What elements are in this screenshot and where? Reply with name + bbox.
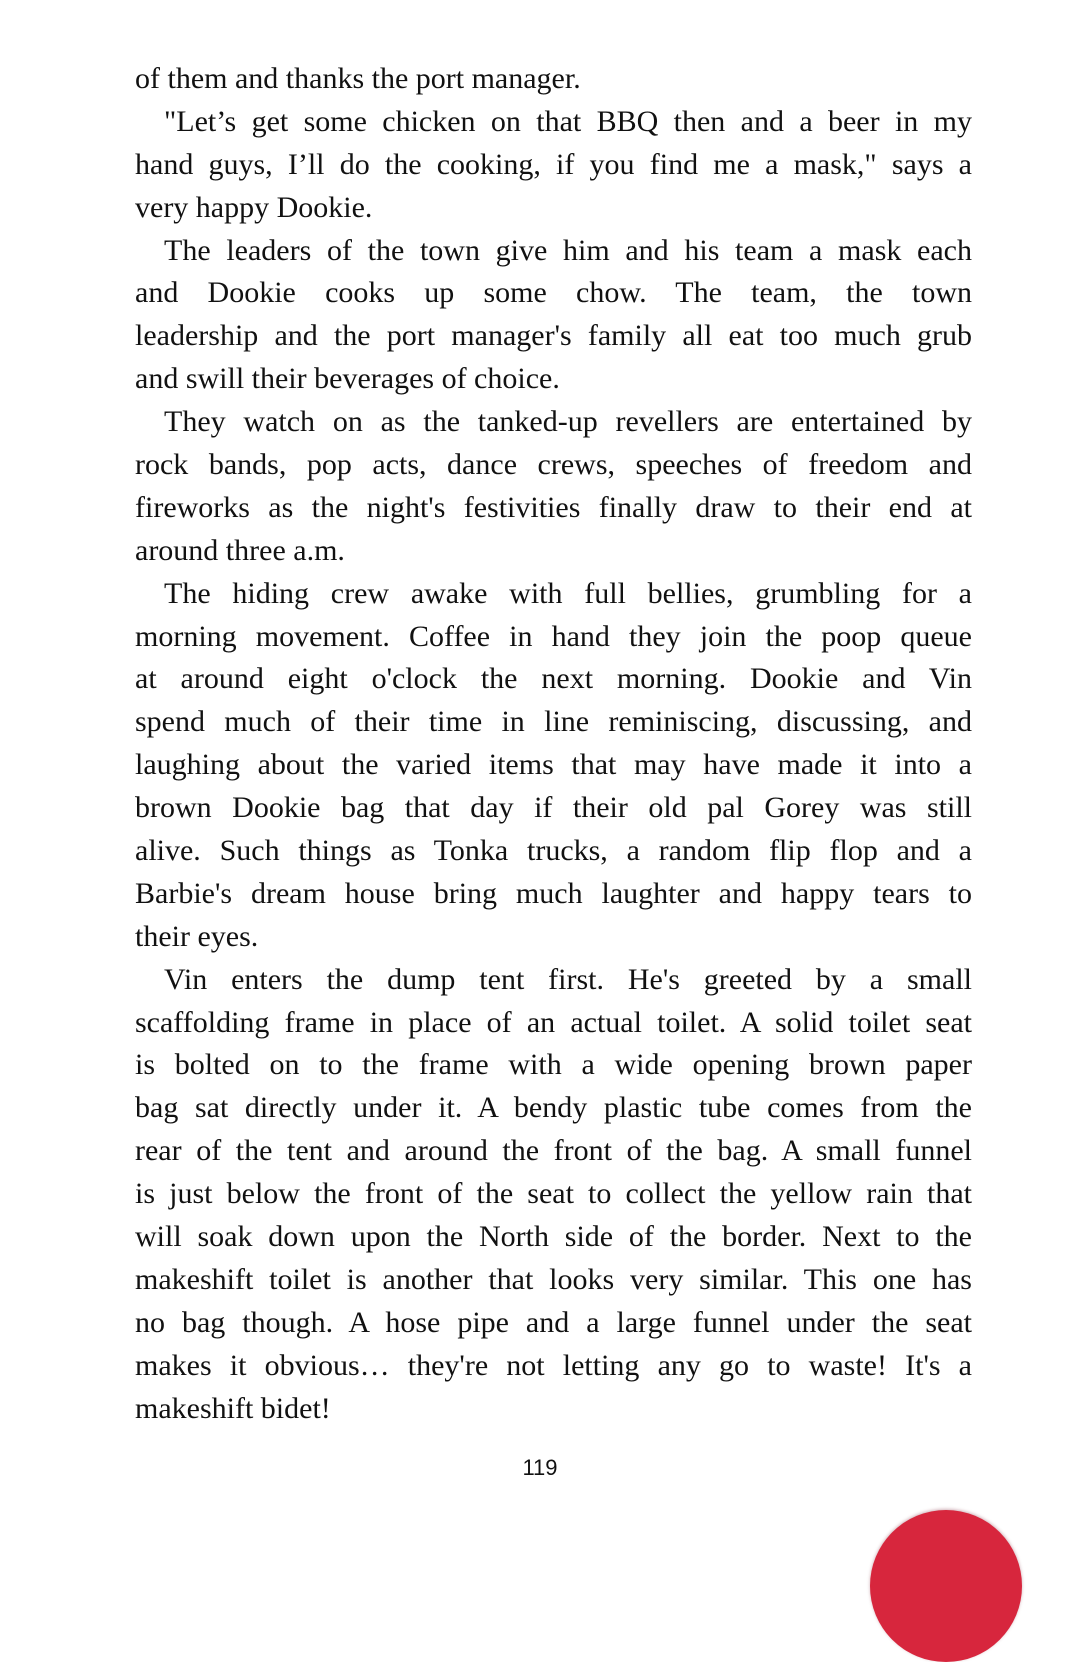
text-line: makeshift bidet! [135, 1391, 331, 1425]
page-body-text [135, 58, 972, 1431]
text-line: and Dookie cooks up some chow. The team, the town [135, 276, 972, 310]
text-line: alive. Such things as Tonka trucks, a random flip flop and a [135, 834, 972, 868]
text-line: brown Dookie bag that day if their old pal Gorey was still [135, 791, 972, 825]
text-line: is bolted on to the frame with a wide opening brown paper [135, 1048, 972, 1082]
text-line: The leaders of the town give him and his team a mask each [164, 233, 972, 267]
text-line: spend much of their time in line reminiscing, discussing, and [135, 705, 972, 739]
text-line: hand guys, I’ll do the cooking, if you find me a mask," says a [135, 147, 972, 181]
text-line: very happy Dookie. [135, 190, 373, 224]
text-line: "Let’s get some chicken on that BBQ then and a beer in my [164, 104, 972, 138]
text-line: of them and thanks the port manager. [135, 62, 581, 95]
text-line: laughing about the varied items that may have made it into a [135, 748, 972, 782]
text-line: The hiding crew awake with full bellies, grumbling for a [164, 576, 972, 610]
text-line: morning movement. Coffee in hand they join the poop queue [135, 619, 972, 653]
text-line: their eyes. [135, 919, 259, 953]
text-line: rear of the tent and around the front of the bag. A small funnel [135, 1134, 972, 1168]
text-line: leadership and the port manager's family all eat too much grub [135, 319, 972, 353]
text-line: and swill their beverages of choice. [135, 362, 560, 396]
text-line: They watch on as the tanked-up revellers are entertained by [164, 405, 972, 439]
text-line: is just below the front of the seat to collect the yellow rain that [135, 1177, 972, 1211]
text-line: will soak down upon the North side of the border. Next to the [135, 1220, 972, 1254]
text-line: rock bands, pop acts, dance crews, speeches of freedom and [135, 448, 972, 482]
text-line: makeshift toilet is another that looks very similar. This one has [135, 1262, 972, 1296]
page-number: 119 [522, 1455, 558, 1480]
text-line: makes it obvious… they're not letting any go to waste! It's a [135, 1348, 972, 1382]
text-line: at around eight o'clock the next morning. Dookie and Vin [135, 662, 972, 696]
text-line: scaffolding frame in place of an actual toilet. A solid toilet seat [135, 1005, 972, 1039]
text-line: fireworks as the night's festivities finally draw to their end at [135, 490, 972, 524]
floating-action-button[interactable] [870, 1510, 1022, 1662]
text-line: Barbie's dream house bring much laughter and happy tears to [135, 876, 972, 910]
text-line: around three a.m. [135, 533, 345, 567]
text-line: bag sat directly under it. A bendy plastic tube comes from the [135, 1091, 972, 1125]
text-line: no bag though. A hose pipe and a large funnel under the seat [135, 1305, 972, 1339]
text-line: Vin enters the dump tent first. He's greeted by a small [164, 962, 972, 996]
